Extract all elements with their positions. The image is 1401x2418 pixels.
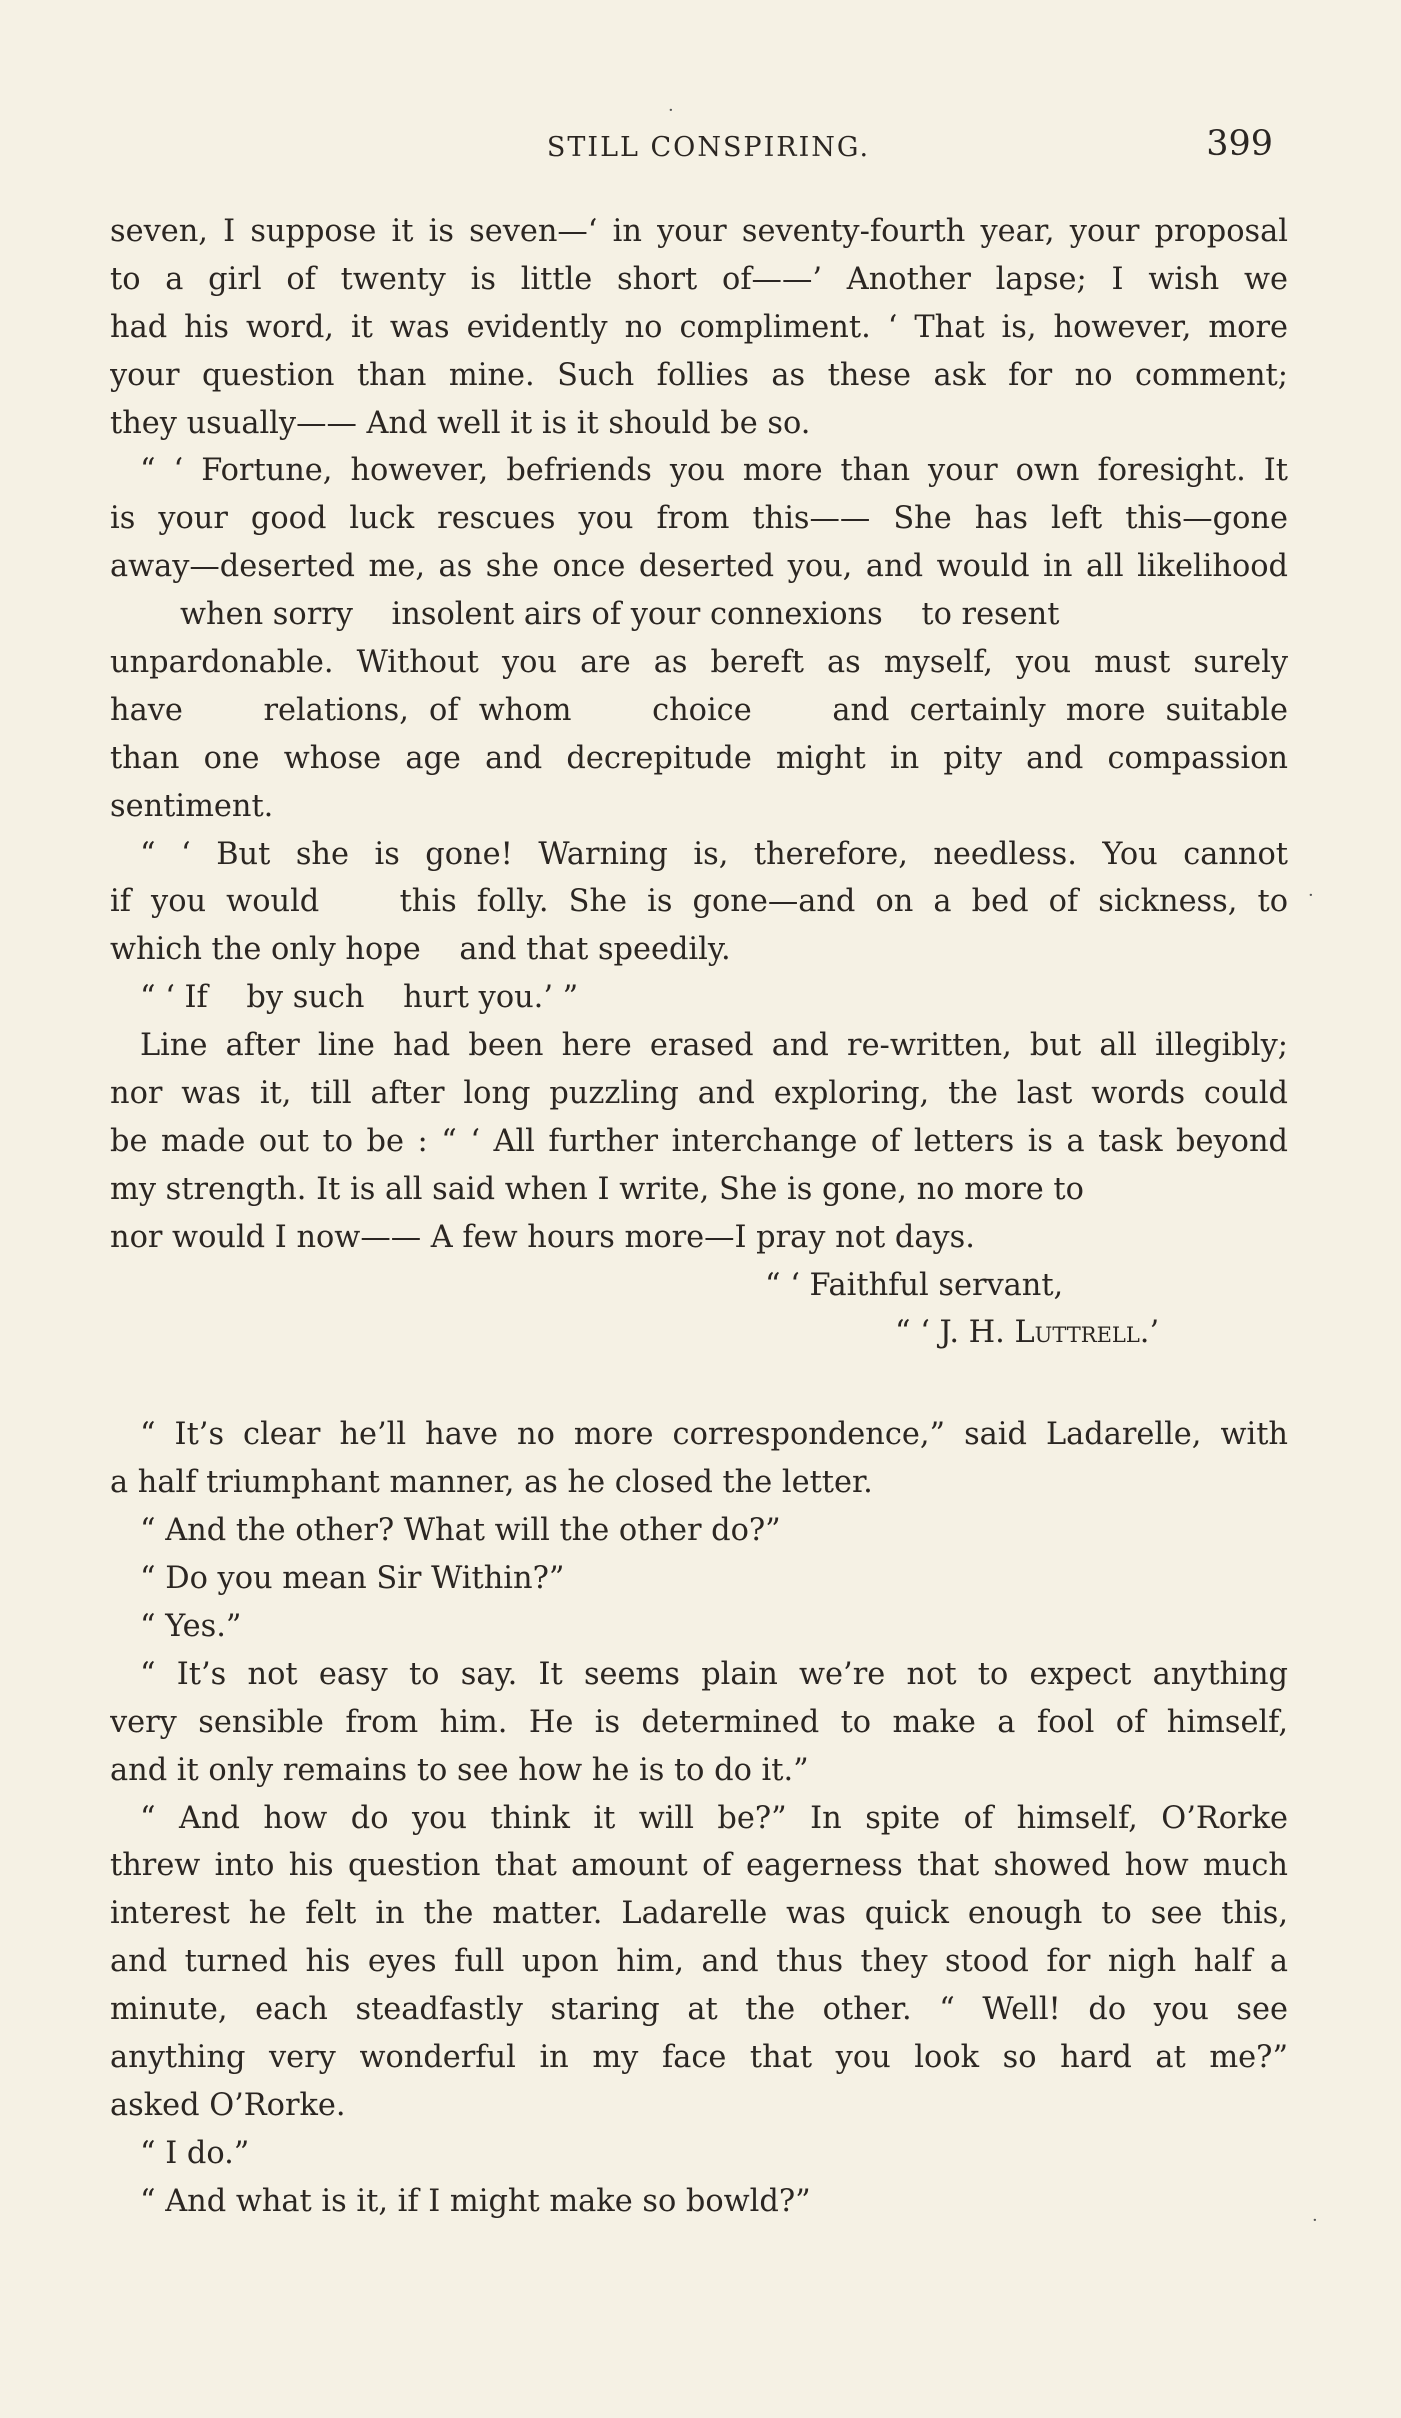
paper-speck: · xyxy=(1308,885,1314,906)
text-line: had his word, it was evidently no compliment. ‘ That is, however, more xyxy=(110,309,1288,345)
text-line: threw into his question that amount of eagerness that showed how much xyxy=(110,1848,1288,1884)
text-line: a half triumphant manner, as he closed the letter. xyxy=(110,1465,873,1501)
text-line: “ It’s clear he’ll have no more correspondence,” said Ladarelle, with xyxy=(140,1417,1288,1453)
text-line: be made out to be : “ ‘ All further interchange of letters is a task beyond xyxy=(110,1123,1288,1159)
paper-speck: · xyxy=(668,100,674,121)
text-line: than one whose age and decrepitude might in pity and compassion xyxy=(110,740,1288,776)
text-line: they usually—— And well it is it should be so. xyxy=(110,405,811,441)
text-line: and it only remains to see how he is to do it.” xyxy=(110,1752,809,1788)
page-header xyxy=(0,124,1401,180)
text-line: “ And the other? What will the other do?” xyxy=(140,1513,781,1549)
text-line: minute, each steadfastly staring at the other. “ Well! do you see xyxy=(110,1992,1288,2028)
body-text xyxy=(110,208,1288,2226)
text-line: anything very wonderful in my face that you look so hard at me?” xyxy=(110,2039,1288,2075)
text-line: have relations, of whom choice and certainly more suitable xyxy=(110,692,1288,728)
paper-speck: · xyxy=(1312,2210,1318,2231)
text-line: asked O’Rorke. xyxy=(110,2087,346,2123)
text-line: is your good luck rescues you from this—— She has left this—gone xyxy=(110,501,1288,537)
text-line: your question than mine. Such follies as these ask for no comment; xyxy=(110,357,1288,393)
text-line: “ Yes.” xyxy=(140,1608,242,1644)
text-line: seven, I suppose it is seven—‘ in your seventy-fourth year, your proposal xyxy=(110,214,1288,249)
text-line: “ ‘ Fortune, however, befriends you more than your own foresight. It xyxy=(140,453,1288,489)
paragraph-gap xyxy=(110,1357,1288,1411)
text-line: if you would this folly. She is gone—and on a bed of sickness, to xyxy=(110,884,1288,920)
text-line: away—deserted me, as she once deserted you, and would in all likelihood xyxy=(110,549,1288,585)
text-line: my strength. It is all said when I write, She is gone, no more to xyxy=(110,1171,1084,1207)
text-line: very sensible from him. He is determined to make a fool of himself, xyxy=(110,1704,1288,1740)
text-line: “ ‘ If by such hurt you.’ ” xyxy=(140,980,579,1016)
text-line: “ Do you mean Sir Within?” xyxy=(140,1561,565,1597)
signature-name: “ ‘ J. H. Luttrell.’ xyxy=(895,1315,1160,1351)
text-line: unpardonable. Without you are as bereft as myself, you must surely xyxy=(110,645,1288,681)
text-line: “ ‘ But she is gone! Warning is, therefore, needless. You cannot xyxy=(140,836,1288,872)
text-line: sentiment. xyxy=(110,788,274,824)
text-line: nor would I now—— A few hours more—I pray not days. xyxy=(110,1219,975,1255)
text-line: nor was it, till after long puzzling and exploring, the last words could xyxy=(110,1076,1288,1112)
text-line: “ And what is it, if I might make so bowld?” xyxy=(140,2183,811,2219)
text-line: when sorry insolent airs of your connexions to resent xyxy=(180,597,1060,633)
text-line: to a girl of twenty is little short of——’ Another lapse; I wish we xyxy=(110,261,1288,297)
running-head: STILL CONSPIRING. xyxy=(546,132,871,163)
text-line: interest he felt in the matter. Ladarelle was quick enough to see this, xyxy=(110,1896,1288,1932)
page-number: 399 xyxy=(1206,124,1273,164)
text-line: “ I do.” xyxy=(140,2135,250,2171)
text-line: “ It’s not easy to say. It seems plain we’re not to expect anything xyxy=(140,1656,1288,1692)
text-line: Line after line had been here erased and re-written, but all illegibly; xyxy=(140,1028,1288,1064)
signature-closing: “ ‘ Faithful servant, xyxy=(765,1267,1064,1303)
text-line: which the only hope and that speedily. xyxy=(110,932,731,968)
text-line: “ And how do you think it will be?” In spite of himself, O’Rorke xyxy=(140,1800,1288,1836)
text-line: and turned his eyes full upon him, and thus they stood for nigh half a xyxy=(110,1944,1288,1980)
